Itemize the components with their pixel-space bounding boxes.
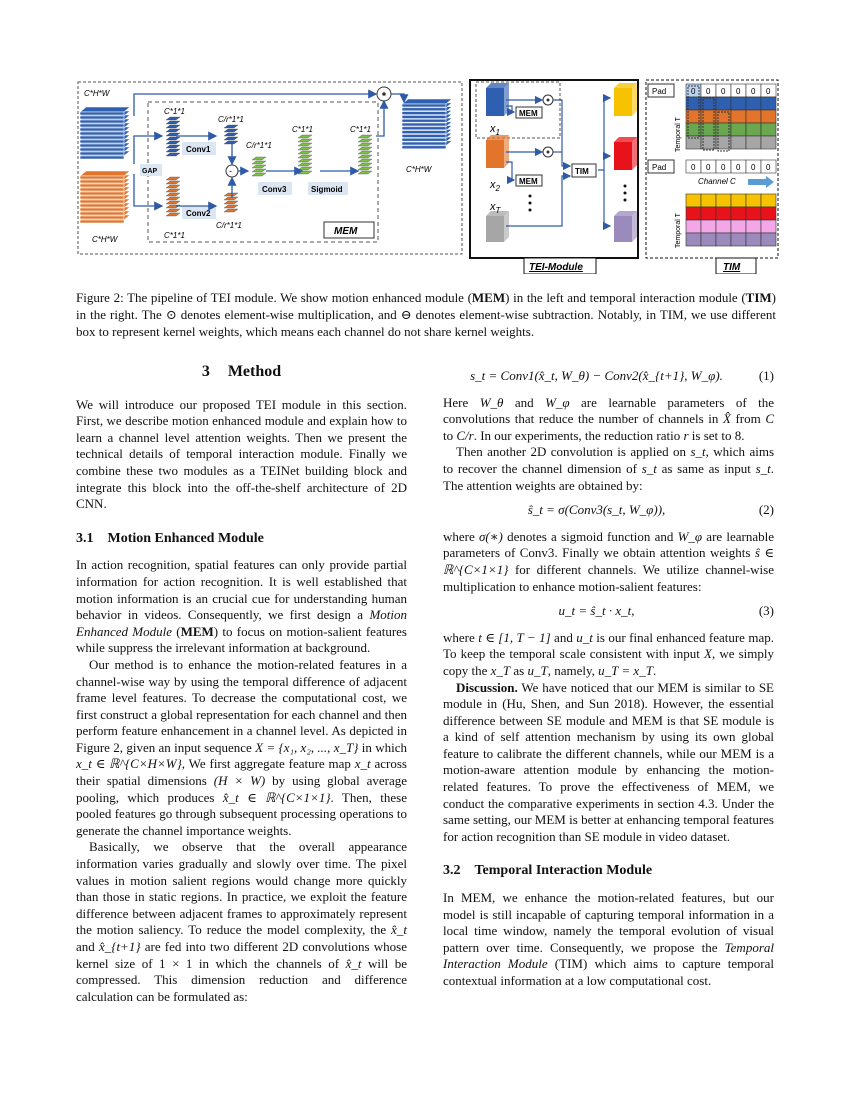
output-blue-stack <box>402 99 452 149</box>
tei-multiply-2-dot <box>547 151 550 154</box>
label-c11-conv3: C*1*1 <box>292 125 313 134</box>
mem-paragraph-5: Then another 2D convolution is applied on s_t, which aims to recover the channel dimension of s_t as same as input s_t. The attention weights are obtained by: <box>443 444 775 493</box>
thin-orange-slab <box>166 181 180 184</box>
xT-label: $x_T$ <box>490 201 501 215</box>
tim-label: TIM <box>723 262 741 273</box>
thin-green-sig-slab <box>358 155 372 158</box>
equation-2: ŝ_t = σ(Conv3(s_t, W_φ)), (2) <box>527 502 774 518</box>
thin-green-slab <box>298 147 312 150</box>
caption-mid: ) in the left and temporal interaction module ( <box>505 290 746 305</box>
tim-grid-cell <box>731 136 746 149</box>
blue-out-slab-layer <box>402 142 446 145</box>
thin-blue-slab <box>166 117 180 120</box>
pad-zero-bottom: 0 <box>721 163 726 172</box>
tim-output-cell <box>746 220 761 233</box>
tim-output-cell <box>761 194 776 207</box>
label-c11-top: C*1*1 <box>164 107 185 116</box>
mem-inner-box <box>148 102 378 242</box>
tim-grid-cell <box>761 123 776 136</box>
pad-zero-bottom: 0 <box>751 163 756 172</box>
blue-slab-layer <box>80 116 124 119</box>
thin-blue-reduced-slab <box>224 133 238 136</box>
cube-out-T <box>614 216 632 242</box>
blue-out-slab-layer <box>402 119 446 122</box>
thin-green-sig-slab <box>358 163 372 166</box>
figure-caption <box>76 289 776 340</box>
tim-output-cell <box>701 220 716 233</box>
pad-label-bottom: Pad <box>652 163 667 172</box>
tim-output-cell <box>761 233 776 246</box>
input-orange-stack <box>80 171 130 223</box>
conv2-label: Conv2 <box>186 209 211 218</box>
thin-orange-slab <box>166 213 180 216</box>
thin-blue-slab <box>166 129 180 132</box>
figure-2 <box>76 76 780 274</box>
mem-paragraph-2: Our method is to enhance the motion-related features in a channel-wise way by using the temporal difference of adjacent frame level features. To decrease the computational cost, we first construct a global representation for each channel and then perform feature enhancement in a channel level. As depicted in Figure 2, given an input sequence X = {x₁, x₂, ..., x_T} in which x_t ∈ ℝ^{C×H×W}, We first aggregate feature map x_t across their spatial dimensions (H × W) by using global average pooling, which produces x̂_t ∈ ℝ^{C×1×1}. Then, these pooled features go through subsequent processing operations to generate the channel importance weights. <box>76 656 408 838</box>
tim-output-cell <box>746 207 761 220</box>
thin-green-slab <box>298 163 312 166</box>
blue-slab-layer <box>80 152 124 155</box>
pad-zero-top: 0 <box>766 87 771 96</box>
temporal-t-label-top: Temporal T <box>675 117 682 152</box>
thin-green-slab <box>298 139 312 142</box>
thin-blue-reduced-slab <box>224 141 238 144</box>
label-cr11-mid: C/r*1*1 <box>246 141 272 150</box>
orange-slab-layer <box>80 220 124 223</box>
mem-paragraph-6: where σ(∗) denotes a sigmoid function and W_φ are learnable parameters of Conv3. Finally we obtain attention weights ŝ ∈ ℝ^{C×1×1} for different channels. We utilize channel-wise multiplication to enhance motion-salient features: <box>443 528 774 594</box>
orange-slab-layer <box>80 176 124 179</box>
thin-blue-slab <box>166 121 180 124</box>
thin-green-sig-slab <box>358 135 372 138</box>
blue-out-slab-layer <box>402 115 446 118</box>
tei-module-label: TEI-Module <box>529 262 583 273</box>
cube-xT <box>486 216 504 242</box>
orange-slab-layer <box>80 200 124 203</box>
tim-output-cell <box>716 207 731 220</box>
tim-grid <box>686 84 776 246</box>
tei-multiply-1-dot <box>547 99 550 102</box>
section-3-heading: 3 Method <box>201 363 282 380</box>
tei-mem-label-2: MEM <box>519 177 538 186</box>
mem-paragraph-7: where t ∈ [1, T − 1] and u_t is our final enhanced feature map. To keep the temporal scale consistent with input X, we simply copy the x_T as u_T, namely, u_T = x_T. <box>443 629 774 678</box>
blue-slab-layer <box>80 144 124 147</box>
caption-tim: TIM <box>745 290 772 305</box>
tim-output-cell <box>731 207 746 220</box>
tim-grid-cell <box>716 97 731 110</box>
blue-slab-layer <box>80 120 124 123</box>
thin-orange-reduced-slab <box>224 197 238 200</box>
blue-slab-layer <box>80 132 124 135</box>
tim-grid-cell <box>746 97 761 110</box>
label-chw-out: C*H*W <box>406 165 432 174</box>
thin-green-slab <box>298 143 312 146</box>
cube-out-2 <box>614 142 632 170</box>
thin-green-slab <box>298 159 312 162</box>
x2-label: $x_2$ <box>490 179 500 193</box>
tim-output-cell <box>686 194 701 207</box>
orange-slab-layer <box>80 184 124 187</box>
blue-out-slab-layer <box>402 123 446 126</box>
label-cr11-top: C/r*1*1 <box>218 115 244 124</box>
tim-output-cell <box>716 220 731 233</box>
equation-3: u_t = ŝ_t · x_t, (3) <box>558 603 774 619</box>
tim-grid-cell <box>731 123 746 136</box>
mem-paragraph-3: Basically, we observe that the overall appearance information varies gradually and slowly over time. The pixel values in motion salient regions would change more quickly than those in static regions. In practice, we exploit the feature difference between adjacent frames to approximately represent the motion saliency. To reduce the model complexity, the x̂_t and x̂_{t+1} are fed into two different 2D convolutions whose kernel size of 1 × 1 in which the channels of x̂_t will be compressed. This dimension reduction and difference calculation can be formulated as: <box>76 839 407 1004</box>
thin-feature-stacks <box>166 117 372 216</box>
orange-slab-layer <box>80 216 124 219</box>
blue-out-slab-layer <box>402 112 446 115</box>
tim-grid-cell <box>761 136 776 149</box>
label-c11-sigmoid: C*1*1 <box>350 125 371 134</box>
label-chw-bottom: C*H*W <box>92 235 118 244</box>
tim-grid-cell <box>746 110 761 123</box>
orange-slab-layer <box>80 196 124 199</box>
thin-blue-slab <box>166 149 180 152</box>
thin-green-sig-slab <box>358 159 372 162</box>
conv3-label: Conv3 <box>262 185 287 194</box>
thin-orange-slab <box>166 197 180 200</box>
mem-paragraph-1: In action recognition, spatial features can only provide partial information for action recognition. It is well established that motion information is an crucial cue for understanding human behavior in videos. Consequently, we first design a Motion Enhanced Module (MEM) to focus on motion-salient features while suppress the irrelevant information at background. <box>76 557 407 656</box>
subtract-operator <box>226 165 238 177</box>
caption-lead: Figure 2: The pipeline of TEI module. We show motion enhanced module ( <box>76 290 472 305</box>
pad-zero-top: 0 <box>721 87 726 96</box>
blue-slab-layer <box>80 148 124 151</box>
thin-orange-reduced-slab <box>224 205 238 208</box>
mem-label: MEM <box>334 226 358 237</box>
pad-zero-bottom: 0 <box>736 163 741 172</box>
tim-grid-cell <box>761 110 776 123</box>
blue-slab-layer <box>80 156 124 159</box>
thin-blue-slab <box>166 125 180 128</box>
tim-output-cell <box>716 233 731 246</box>
blue-slab-layer-top <box>80 107 130 112</box>
cube-out-2-side <box>632 137 637 170</box>
tim-output-cell <box>701 194 716 207</box>
tim-output-cell <box>746 194 761 207</box>
thin-orange-reduced-slab <box>224 193 238 196</box>
thin-blue-reduced-slab <box>224 137 238 140</box>
cube-out-1 <box>614 88 632 116</box>
tim-paragraph-1: In MEM, we enhance the motion-related features, but our model is still incapable of capturing temporal information in a local time window, namely the temporal evolution of visual pattern over time. Consequently, we propose the Temporal Interaction Module (TIM) which aims to capture temporal contextual information at a low computational cost. <box>443 890 774 988</box>
tim-output-cell <box>686 233 701 246</box>
thin-green-slab <box>298 167 312 170</box>
thin-green-sig-slab <box>358 147 372 150</box>
tim-grid-cell <box>731 97 746 110</box>
tim-output-cell <box>701 207 716 220</box>
pad-label-top: Pad <box>652 87 667 96</box>
thin-orange-reduced-slab <box>224 201 238 204</box>
section-3-intro: We will introduce our proposed TEI module in this section. First, we describe motion enhanced module and explain how to learn a channel level attention weights. Then we present the technical details of temporal interaction module. Finally we combine these two modules as a TEINet building block and integrate this block into the off-the-shelf architecture of 2D CNN. <box>76 396 407 512</box>
thin-orange-slab <box>166 201 180 204</box>
thin-green-sig-slab <box>358 167 372 170</box>
tim-output-cell <box>731 220 746 233</box>
blue-out-slab-layer <box>402 138 446 141</box>
discussion-paragraph: Discussion. We have noticed that our MEM is similar to SE module in (Hu, Shen, and Sun 2018). However, the essential difference between SE module and MEM is that SE module is a kind of self attention mechanism by using its own global feature to calibrate the different channels, while our MEM is a motion-aware attention module by enhancing the motion-related features. To prove the effectiveness of MEM, we conduct the comparative experiments in section 4.3. Under the same setting, our MEM is better at enhancing temporal features for action recognition than SE module in video dataset. <box>443 679 774 844</box>
thin-blue-slab <box>166 137 180 140</box>
orange-slab-layer <box>80 212 124 215</box>
thin-blue-slab <box>166 141 180 144</box>
blue-slab-layer <box>80 140 124 143</box>
gap-label: GAP <box>142 168 158 175</box>
tei-mem-label-1: MEM <box>519 109 538 118</box>
thin-green-sig-slab <box>358 171 372 174</box>
thin-green-slab <box>298 135 312 138</box>
orange-slab-layer-top <box>80 171 130 176</box>
channel-arrow-icon <box>748 176 774 188</box>
mem-paragraph-4: Here W_θ and W_φ are learnable parameters of the convolutions that reduce the number of channels in X̂ from C to C/r. In our experiments, the reduction ratio r is set to 8. <box>443 394 774 443</box>
thin-orange-slab <box>166 193 180 196</box>
tim-output-cell <box>731 233 746 246</box>
subtract-symbol: - <box>229 166 232 176</box>
pad-zero-top: 0 <box>736 87 741 96</box>
thin-orange-reduced-slab <box>224 209 238 212</box>
orange-slab-layer <box>80 188 124 191</box>
thin-green-slab <box>298 151 312 154</box>
pad-zero-bottom: 0 <box>706 163 711 172</box>
pad-zero-top: 0 <box>691 87 696 96</box>
orange-slab-layer <box>80 208 124 211</box>
thin-green-sig-slab <box>358 151 372 154</box>
tim-output-cell <box>731 194 746 207</box>
thin-blue-reduced-slab <box>224 129 238 132</box>
sigmoid-label: Sigmoid <box>311 185 343 194</box>
thin-green-reduced-slab <box>252 161 266 164</box>
thin-green-reduced-slab <box>252 173 266 176</box>
tim-grid-cell <box>731 110 746 123</box>
right-column <box>443 360 774 990</box>
thin-orange-slab <box>166 177 180 180</box>
label-cr11-bottom: C/r*1*1 <box>216 221 242 230</box>
tim-grid-cell <box>746 136 761 149</box>
tim-output-cell <box>761 207 776 220</box>
cube-x2 <box>486 140 504 168</box>
thin-orange-slab <box>166 189 180 192</box>
input-blue-stack <box>80 107 130 159</box>
tim-grid-cell <box>746 123 761 136</box>
pad-zero-bottom: 0 <box>766 163 771 172</box>
conv1-label: Conv1 <box>186 145 211 154</box>
tim-grid-cell <box>761 97 776 110</box>
cube-out-1-side <box>632 83 637 116</box>
thin-green-sig-slab <box>358 139 372 142</box>
left-column <box>76 360 407 1005</box>
tei-tim-label: TIM <box>575 167 589 176</box>
blue-out-slab-layer <box>402 127 446 130</box>
blue-out-slab-layer <box>402 134 446 137</box>
thin-green-reduced-slab <box>252 169 266 172</box>
thin-blue-reduced-slab <box>224 125 238 128</box>
temporal-t-label-bottom: Temporal T <box>675 213 682 248</box>
orange-slab-layer <box>80 180 124 183</box>
cube-out-T-side <box>632 211 637 242</box>
orange-slab-layer <box>80 192 124 195</box>
tim-output-cell <box>686 220 701 233</box>
tei-ellipsis-dots <box>529 185 627 212</box>
blue-out-slab-layer <box>402 104 446 107</box>
blue-out-slab-layer <box>402 146 446 149</box>
blue-slab-layer <box>80 112 124 115</box>
label-c11-bottom: C*1*1 <box>164 231 185 240</box>
channel-c-label: Channel C <box>698 177 736 186</box>
label-chw-top: C*H*W <box>84 89 110 98</box>
thin-blue-slab <box>166 153 180 156</box>
section-3-2-heading: 3.2 Temporal Interaction Module <box>443 863 653 879</box>
thin-orange-slab <box>166 185 180 188</box>
thin-green-reduced-slab <box>252 157 266 160</box>
thin-orange-slab <box>166 209 180 212</box>
equation-1: s_t = Conv1(x̂_t, W_θ) − Conv2(x̂_{t+1}, W_φ). (1) <box>470 368 774 383</box>
blue-slab-layer <box>80 128 124 131</box>
caption-mem: MEM <box>471 290 506 305</box>
blue-slab-layer <box>80 124 124 127</box>
tim-output-cell <box>746 233 761 246</box>
section-3-1-heading: 3.1 Motion Enhanced Module <box>76 530 264 546</box>
caption-tail: ) in the right. The ⊙ denotes element-wise multiplication, and ⊖ denotes element-wise subtraction. Notably, in TIM, we use different box to represent kernel weights, which means each channel do not share kernel weights. <box>76 290 776 339</box>
thin-green-sig-slab <box>358 143 372 146</box>
blue-out-slab-layer <box>402 108 446 111</box>
orange-slab-layer <box>80 204 124 207</box>
thin-green-reduced-slab <box>252 165 266 168</box>
pad-zero-bottom: 0 <box>691 163 696 172</box>
x1-label: $x_1$ <box>490 123 500 137</box>
thin-green-slab <box>298 155 312 158</box>
blue-out-slab-layer-top <box>402 99 452 104</box>
tim-output-cell <box>686 207 701 220</box>
cube-x1 <box>486 88 504 116</box>
blue-out-slab-layer <box>402 131 446 134</box>
tim-output-cell <box>761 220 776 233</box>
pad-zero-top: 0 <box>751 87 756 96</box>
pad-zero-top: 0 <box>706 87 711 96</box>
blue-slab-layer <box>80 136 124 139</box>
thin-blue-slab <box>166 145 180 148</box>
tim-output-cell <box>701 233 716 246</box>
tim-output-cell <box>716 194 731 207</box>
multiply-dot <box>382 92 386 96</box>
